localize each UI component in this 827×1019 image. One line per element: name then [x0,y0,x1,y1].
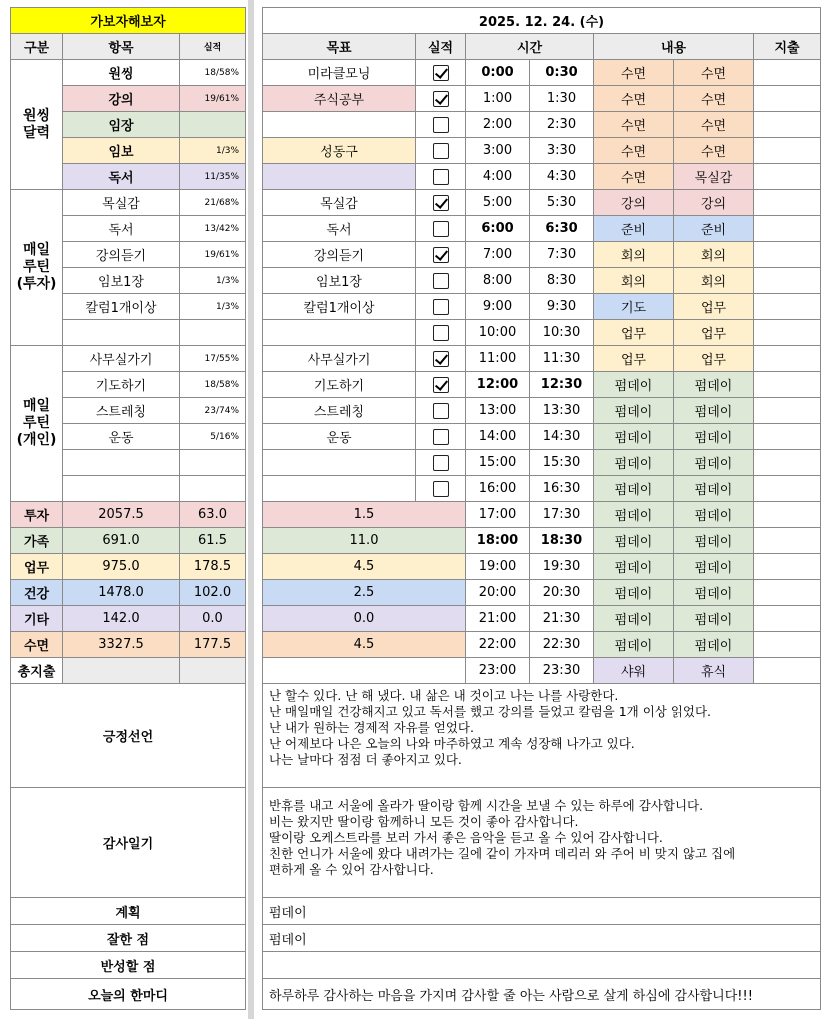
summary-goal-value: 0.0 [263,606,466,632]
category-routine-personal-line: 매일 [22,398,51,414]
activity-second[interactable]: 수면 [674,138,754,164]
check-cell[interactable] [416,86,466,112]
checkbox[interactable] [433,351,449,367]
sheet-divider [248,0,254,1019]
spend-cell[interactable] [754,320,821,346]
activity-first[interactable]: 수면 [594,138,674,164]
activity-second[interactable]: 펌데이 [674,502,754,528]
spend-cell[interactable] [754,242,821,268]
check-cell[interactable] [416,424,466,450]
header-spend: 지출 [754,34,821,60]
activity-second[interactable]: 펌데이 [674,450,754,476]
time-half: 6:30 [530,216,594,242]
time-start: 1:00 [466,86,530,112]
checkbox[interactable] [433,455,449,471]
activity-first[interactable]: 수면 [594,60,674,86]
summary-value-month: 102.0 [180,580,246,606]
activity-second[interactable]: 휴식 [674,658,754,684]
check-cell[interactable] [416,60,466,86]
oneth-item-pct: 18/58% [180,60,246,86]
spend-cell[interactable] [754,268,821,294]
summary-goal-value: 2.5 [263,580,466,606]
header-performance: 실적 [416,34,466,60]
good-point-text[interactable]: 펌데이 [263,925,821,952]
time-half: 19:30 [530,554,594,580]
reflection-label: 반성할 점 [11,952,246,979]
time-start: 2:00 [466,112,530,138]
check-cell[interactable] [416,138,466,164]
summary-label: 업무 [11,554,63,580]
goal-cell[interactable] [263,164,416,190]
summary-value-month: 177.5 [180,632,246,658]
summary-value-month: 63.0 [180,502,246,528]
plan-label: 계획 [11,898,246,925]
sheet-title: 가보자해보자 [11,8,246,34]
category-routine-invest [11,190,63,346]
oneth-item-pct: 1/3% [180,138,246,164]
spend-cell[interactable] [754,424,821,450]
time-half: 8:30 [530,268,594,294]
category-oneth-calendar [11,60,63,190]
gratitude-line: 친한 언니가 서울에 왔다 내려가는 길에 같이 가자며 데리러 와 주어 비 맞지 않고 집에 [269,846,736,861]
check-cell[interactable] [416,112,466,138]
activity-first[interactable]: 회의 [594,242,674,268]
oneth-item-name[interactable]: 강의 [63,86,180,112]
personal-item-name[interactable]: 기도하기 [63,372,180,398]
summary-goal-value: 1.5 [263,502,466,528]
checkbox[interactable] [433,429,449,445]
activity-first[interactable]: 펌데이 [594,632,674,658]
time-start: 19:00 [466,554,530,580]
time-half: 11:30 [530,346,594,372]
time-start: 0:00 [466,60,530,86]
spend-cell[interactable] [754,450,821,476]
daily-word-text[interactable]: 하루하루 감사하는 마음을 가지며 감사할 줄 아는 사람으로 살게 하심에 감사합니다!!! [263,979,821,1010]
category-routine-invest-line: 매일 [22,242,51,258]
invest-item-pct: 13/42% [180,216,246,242]
check-cell[interactable] [416,242,466,268]
checkbox[interactable] [433,65,449,81]
date-title: 2025. 12. 24. (수) [263,8,821,34]
activity-first[interactable]: 강의 [594,190,674,216]
checkbox[interactable] [433,221,449,237]
checkbox[interactable] [433,377,449,393]
activity-first[interactable]: 수면 [594,112,674,138]
time-start: 11:00 [466,346,530,372]
invest-item-name[interactable]: 임보1장 [63,268,180,294]
summary-value-total: 2057.5 [63,502,180,528]
summary-label: 건강 [11,580,63,606]
spend-cell[interactable] [754,658,821,684]
gratitude-line: 편하게 올 수 있어 감사합니다. [269,862,434,877]
reflection-text[interactable] [263,952,821,979]
spend-cell[interactable] [754,528,821,554]
personal-item-name[interactable] [63,450,180,476]
category-routine-personal [11,346,63,502]
activity-first[interactable]: 기도 [594,294,674,320]
check-cell[interactable] [416,320,466,346]
activity-second[interactable]: 펌데이 [674,476,754,502]
summary-goal-value: 4.5 [263,554,466,580]
time-start: 20:00 [466,580,530,606]
time-start: 3:00 [466,138,530,164]
affirmation-line: 난 할수 있다. 난 해 냈다. 내 삶은 내 것이고 나는 나를 사랑한다. [269,688,619,703]
oneth-item-name[interactable]: 원씽 [63,60,180,86]
personal-item-name[interactable]: 스트레칭 [63,398,180,424]
header-item: 항목 [63,34,180,60]
activity-first[interactable]: 펌데이 [594,554,674,580]
spend-cell[interactable] [754,346,821,372]
time-half: 2:30 [530,112,594,138]
checkbox[interactable] [433,299,449,315]
time-start: 7:00 [466,242,530,268]
personal-item-pct: 5/16% [180,424,246,450]
spend-cell[interactable] [754,190,821,216]
invest-item-name[interactable]: 칼럼1개이상 [63,294,180,320]
summary-value-total: 975.0 [63,554,180,580]
activity-first[interactable]: 펌데이 [594,398,674,424]
time-half: 22:30 [530,632,594,658]
left-sheet [10,7,246,1010]
time-half: 18:30 [530,528,594,554]
personal-item-pct: 23/74% [180,398,246,424]
time-half: 7:30 [530,242,594,268]
goal-cell[interactable]: 운동 [263,424,416,450]
activity-second[interactable]: 펌데이 [674,424,754,450]
activity-second[interactable]: 펌데이 [674,580,754,606]
spend-cell[interactable] [754,580,821,606]
spend-cell[interactable] [754,502,821,528]
gratitude-line: 딸이랑 오케스트라를 보러 가서 좋은 음악을 듣고 올 수 있어 감사합니다. [269,830,663,845]
spend-cell[interactable] [754,60,821,86]
check-cell[interactable] [416,294,466,320]
oneth-item-pct: 11/35% [180,164,246,190]
activity-second[interactable]: 목실감 [674,164,754,190]
personal-item-pct [180,476,246,502]
goal-cell[interactable]: 칼럼1개이상 [263,294,416,320]
category-routine-personal-line: 루틴 [22,415,51,431]
total-spend-value [63,658,180,684]
goal-cell[interactable]: 독서 [263,216,416,242]
time-start: 15:00 [466,450,530,476]
invest-item-pct: 21/68% [180,190,246,216]
checkbox[interactable] [433,117,449,133]
oneth-item-name[interactable]: 임장 [63,112,180,138]
time-half: 17:30 [530,502,594,528]
affirmation-label: 긍정선언 [11,684,246,788]
summary-value-total: 691.0 [63,528,180,554]
invest-item-name[interactable]: 강의듣기 [63,242,180,268]
check-cell[interactable] [416,476,466,502]
activity-second[interactable]: 펌데이 [674,528,754,554]
invest-item-pct: 1/3% [180,294,246,320]
time-half: 21:30 [530,606,594,632]
right-sheet [262,7,821,1010]
time-start: 12:00 [466,372,530,398]
check-cell[interactable] [416,450,466,476]
checkbox[interactable] [433,247,449,263]
activity-second[interactable]: 업무 [674,320,754,346]
oneth-item-pct [180,112,246,138]
personal-item-pct [180,450,246,476]
activity-first[interactable]: 수면 [594,164,674,190]
activity-second[interactable]: 회의 [674,242,754,268]
goal-cell[interactable]: 강의듣기 [263,242,416,268]
time-half: 14:30 [530,424,594,450]
affirmation-line: 난 내가 원하는 경제적 자유를 얻었다. [269,720,474,735]
activity-second[interactable]: 펌데이 [674,554,754,580]
checkbox[interactable] [433,273,449,289]
gratitude-label: 감사일기 [11,788,246,898]
time-start: 23:00 [466,658,530,684]
time-half: 10:30 [530,320,594,346]
affirmation-text [263,684,821,788]
invest-item-name[interactable]: 독서 [63,216,180,242]
time-start: 21:00 [466,606,530,632]
time-start: 8:00 [466,268,530,294]
activity-second[interactable]: 펌데이 [674,632,754,658]
personal-item-name[interactable]: 운동 [63,424,180,450]
header-category: 구분 [11,34,63,60]
goal-cell[interactable]: 임보1장 [263,268,416,294]
invest-item-pct [180,320,246,346]
time-start: 13:00 [466,398,530,424]
time-half: 20:30 [530,580,594,606]
time-start: 18:00 [466,528,530,554]
summary-value-month: 0.0 [180,606,246,632]
goal-cell[interactable] [263,112,416,138]
goal-cell[interactable] [263,476,416,502]
activity-first[interactable]: 수면 [594,86,674,112]
good-point-label: 잘한 점 [11,925,246,952]
personal-item-name[interactable]: 사무실가기 [63,346,180,372]
spend-cell[interactable] [754,476,821,502]
personal-item-pct: 18/58% [180,372,246,398]
total-spend-value-2 [180,658,246,684]
summary-value-month: 178.5 [180,554,246,580]
time-half: 0:30 [530,60,594,86]
daily-word-label: 오늘의 한마디 [11,979,246,1010]
spend-cell[interactable] [754,138,821,164]
activity-first[interactable]: 업무 [594,320,674,346]
time-half: 23:30 [530,658,594,684]
summary-value-total: 1478.0 [63,580,180,606]
affirmation-line: 나는 날마다 점점 더 좋아지고 있다. [269,752,462,767]
activity-first[interactable]: 회의 [594,268,674,294]
spend-cell[interactable] [754,86,821,112]
affirmation-line: 난 어제보다 나은 오늘의 나와 마주하였고 계속 성장해 나가고 있다. [269,736,635,751]
summary-value-total: 142.0 [63,606,180,632]
goal-cell[interactable]: 미라클모닝 [263,60,416,86]
invest-item-name[interactable] [63,320,180,346]
header-content: 내용 [594,34,754,60]
oneth-item-pct: 19/61% [180,86,246,112]
goal-cell[interactable] [263,320,416,346]
activity-first[interactable]: 업무 [594,346,674,372]
time-start: 10:00 [466,320,530,346]
invest-item-pct: 19/61% [180,242,246,268]
goal-cell[interactable]: 스트레칭 [263,398,416,424]
time-start: 17:00 [466,502,530,528]
category-routine-personal-line: (개인) [16,432,57,448]
activity-first[interactable]: 샤워 [594,658,674,684]
header-time: 시간 [466,34,594,60]
activity-second[interactable]: 수면 [674,86,754,112]
invest-item-name[interactable]: 목실감 [63,190,180,216]
check-cell[interactable] [416,190,466,216]
goal-empty [263,658,466,684]
spend-cell[interactable] [754,398,821,424]
time-half: 4:30 [530,164,594,190]
oneth-item-name[interactable]: 독서 [63,164,180,190]
category-oneth-calendar-line: 원씽 [22,107,51,124]
activity-first[interactable]: 준비 [594,216,674,242]
time-start: 5:00 [466,190,530,216]
summary-value-total: 3327.5 [63,632,180,658]
activity-first[interactable]: 펌데이 [594,580,674,606]
checkbox[interactable] [433,91,449,107]
category-routine-invest-line: (투자) [16,276,57,292]
category-oneth-calendar-line: 달력 [22,124,51,141]
spend-cell[interactable] [754,632,821,658]
activity-second[interactable]: 펌데이 [674,606,754,632]
summary-label: 수면 [11,632,63,658]
time-start: 4:00 [466,164,530,190]
activity-first[interactable]: 펌데이 [594,424,674,450]
time-half: 13:30 [530,398,594,424]
summary-goal-value: 4.5 [263,632,466,658]
activity-first[interactable]: 펌데이 [594,502,674,528]
header-performance: 실적 [180,34,246,60]
activity-second[interactable]: 강의 [674,190,754,216]
summary-label: 기타 [11,606,63,632]
time-half: 9:30 [530,294,594,320]
spend-cell[interactable] [754,294,821,320]
check-cell[interactable] [416,346,466,372]
activity-first[interactable]: 펌데이 [594,450,674,476]
checkbox[interactable] [433,195,449,211]
affirmation-line: 난 매일매일 건강해지고 있고 독서를 했고 강의를 들었고 칼럼을 1개 이상 읽었다. [269,704,712,719]
plan-text[interactable]: 펌데이 [263,898,821,925]
spend-cell[interactable] [754,112,821,138]
personal-item-name[interactable] [63,476,180,502]
goal-cell[interactable]: 주식공부 [263,86,416,112]
goal-cell[interactable]: 사무실가기 [263,346,416,372]
checkbox[interactable] [433,481,449,497]
checkbox[interactable] [433,325,449,341]
time-start: 16:00 [466,476,530,502]
summary-value-month: 61.5 [180,528,246,554]
gratitude-text [263,788,821,898]
activity-second[interactable]: 수면 [674,112,754,138]
activity-second[interactable]: 회의 [674,268,754,294]
total-spend-label: 총지출 [11,658,63,684]
summary-goal-value: 11.0 [263,528,466,554]
goal-cell[interactable]: 기도하기 [263,372,416,398]
time-start: 6:00 [466,216,530,242]
activity-second[interactable]: 펌데이 [674,398,754,424]
check-cell[interactable] [416,372,466,398]
goal-cell[interactable]: 성동구 [263,138,416,164]
spend-cell[interactable] [754,554,821,580]
activity-second[interactable]: 펌데이 [674,372,754,398]
activity-second[interactable]: 수면 [674,60,754,86]
check-cell[interactable] [416,398,466,424]
gratitude-line: 반휴를 내고 서울에 올라가 딸이랑 함께 시간을 보낼 수 있는 하루에 감사합니다. [269,798,704,813]
checkbox[interactable] [433,169,449,185]
activity-first[interactable]: 펌데이 [594,528,674,554]
goal-cell[interactable]: 목실감 [263,190,416,216]
header-goal: 목표 [263,34,416,60]
activity-first[interactable]: 펌데이 [594,372,674,398]
invest-item-pct: 1/3% [180,268,246,294]
time-half: 12:30 [530,372,594,398]
personal-item-pct: 17/55% [180,346,246,372]
oneth-item-name[interactable]: 임보 [63,138,180,164]
check-cell[interactable] [416,268,466,294]
activity-second[interactable]: 업무 [674,346,754,372]
check-cell[interactable] [416,164,466,190]
time-half: 1:30 [530,86,594,112]
goal-cell[interactable] [263,450,416,476]
category-routine-invest-line: 루틴 [22,259,51,275]
spend-cell[interactable] [754,164,821,190]
time-half: 5:30 [530,190,594,216]
time-start: 14:00 [466,424,530,450]
checkbox[interactable] [433,143,449,159]
spend-cell[interactable] [754,606,821,632]
check-cell[interactable] [416,216,466,242]
activity-first[interactable]: 펌데이 [594,606,674,632]
summary-label: 가족 [11,528,63,554]
time-half: 15:30 [530,450,594,476]
activity-second[interactable]: 업무 [674,294,754,320]
time-half: 3:30 [530,138,594,164]
time-half: 16:30 [530,476,594,502]
summary-label: 투자 [11,502,63,528]
checkbox[interactable] [433,403,449,419]
activity-second[interactable]: 준비 [674,216,754,242]
gratitude-line: 비는 왔지만 딸이랑 함께하니 모든 것이 좋아 감사합니다. [269,814,579,829]
time-start: 9:00 [466,294,530,320]
spend-cell[interactable] [754,372,821,398]
spend-cell[interactable] [754,216,821,242]
time-start: 22:00 [466,632,530,658]
activity-first[interactable]: 펌데이 [594,476,674,502]
